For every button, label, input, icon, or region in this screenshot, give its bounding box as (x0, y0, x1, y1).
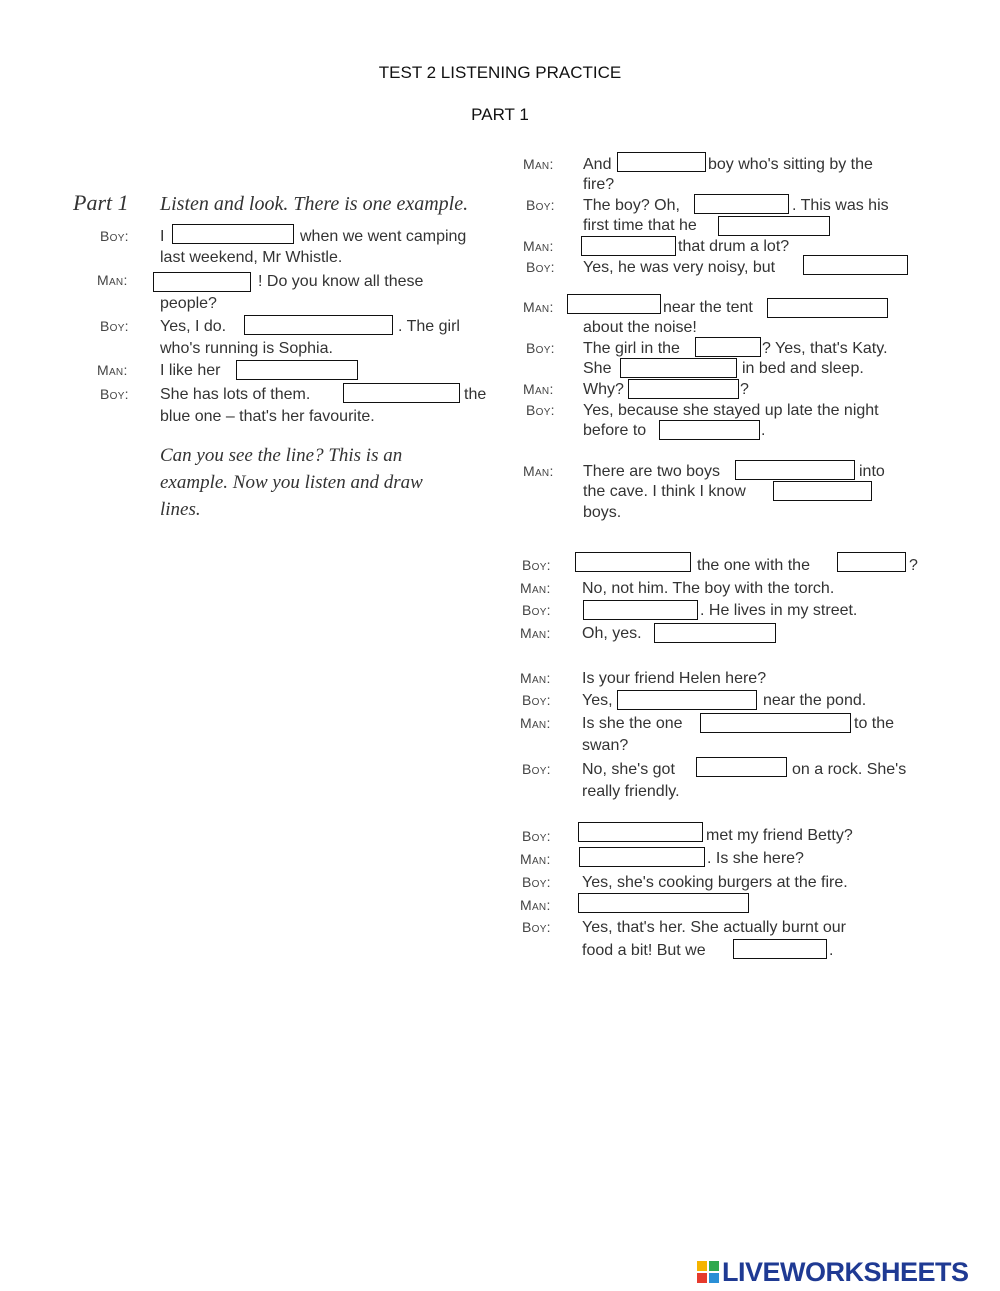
dialogue-text: Yes, she's cooking burgers at the fire. (582, 874, 848, 891)
dialogue-text: Is she the one (582, 715, 683, 732)
dialogue-text: who's running is Sophia. (160, 340, 333, 357)
dialogue-text: . The girl (398, 318, 460, 335)
speaker-label: Boy: (522, 828, 551, 844)
dialogue-text: boys. (583, 504, 622, 521)
speaker-label: Boy: (526, 340, 555, 356)
closing-instruction: example. Now you listen and draw (160, 472, 423, 493)
speaker-label: Man: (520, 897, 551, 913)
dialogue-text: I (160, 228, 165, 245)
answer-blank-1[interactable] (172, 224, 294, 244)
speaker-label: Man: (523, 299, 554, 315)
speaker-label: Boy: (522, 919, 551, 935)
answer-blank-12[interactable] (767, 298, 888, 318)
dialogue-text: ? (740, 381, 749, 398)
dialogue-text: There are two boys (583, 463, 720, 480)
speaker-label: Boy: (522, 557, 551, 573)
dialogue-text: when we went camping (300, 228, 467, 245)
dialogue-text: into (859, 463, 885, 480)
answer-blank-25[interactable] (696, 757, 787, 777)
speaker-label: Boy: (526, 402, 555, 418)
dialogue-text: ! Do you know all these (258, 273, 424, 290)
dialogue-text: The girl in the (583, 340, 680, 357)
dialogue-text: . This was his (792, 197, 889, 214)
answer-blank-7[interactable] (694, 194, 789, 214)
dialogue-text: Oh, yes. (582, 625, 642, 642)
dialogue-text: fire? (583, 176, 615, 193)
speaker-label: Man: (520, 851, 551, 867)
dialogue-text: Yes, because she stayed up late the night (583, 402, 879, 419)
dialogue-text: on a rock. She's (792, 761, 907, 778)
dialogue-text: to the (854, 715, 895, 732)
dialogue-text: first time that he (583, 217, 697, 234)
answer-blank-14[interactable] (620, 358, 737, 378)
dialogue-text: met my friend Betty? (706, 827, 853, 844)
speaker-label: Man: (520, 580, 551, 596)
answer-blank-5[interactable] (343, 383, 460, 403)
brand-name: LIVEWORKSHEETS (722, 1256, 969, 1287)
dialogue-text: before to (583, 422, 647, 439)
speaker-label: Man: (520, 715, 551, 731)
dialogue-text: The boy? Oh, (583, 197, 680, 214)
dialogue-text: ? (909, 557, 918, 574)
speaker-label: Boy: (100, 228, 129, 244)
speaker-label: Boy: (526, 197, 555, 213)
page-title: TEST 2 LISTENING PRACTICE (378, 63, 622, 82)
dialogue-text: swan? (582, 737, 629, 754)
dialogue-text: She has lots of them. (160, 386, 311, 403)
speaker-label: Boy: (522, 602, 551, 618)
closing-instruction: lines. (160, 499, 201, 520)
speaker-label: Man: (520, 625, 551, 641)
dialogue-text: And (583, 156, 612, 173)
dialogue-text: She (583, 360, 612, 377)
dialogue-text: about the noise! (583, 319, 697, 336)
dialogue-text: the (464, 386, 487, 403)
dialogue-text: Yes, he was very noisy, but (583, 259, 776, 276)
dialogue-text: Yes, that's her. She actually burnt our (582, 919, 846, 936)
liveworksheets-logo[interactable] (697, 1257, 969, 1287)
speaker-label: Man: (520, 670, 551, 686)
answer-blank-19[interactable] (575, 552, 691, 572)
speaker-label: Boy: (526, 259, 555, 275)
dialogue-text: . (829, 942, 834, 959)
dialogue-text: Yes, I do. (160, 318, 227, 335)
speaker-label: Man: (523, 381, 554, 397)
dialogue-text: blue one – that's her favourite. (160, 408, 375, 425)
answer-blank-8[interactable] (718, 216, 830, 236)
dialogue-text: No, not him. The boy with the torch. (582, 580, 835, 597)
answer-blank-3[interactable] (244, 315, 393, 335)
answer-blank-9[interactable] (581, 236, 676, 256)
dialogue-text: . Is she here? (707, 850, 804, 867)
answer-blank-2[interactable] (153, 272, 251, 292)
answer-blank-21[interactable] (583, 600, 698, 620)
speaker-label: Boy: (522, 692, 551, 708)
speaker-label: Man: (523, 463, 554, 479)
part-instruction: Listen and look. There is one example. (160, 193, 469, 215)
answer-blank-13[interactable] (695, 337, 761, 357)
dialogue-text: ? Yes, that's Katy. (762, 340, 888, 357)
speaker-label: Boy: (522, 761, 551, 777)
liveworksheets-logo-icon (697, 1261, 719, 1283)
page-subtitle: PART 1 (471, 105, 529, 124)
dialogue-text: food a bit! But we (582, 942, 706, 959)
answer-blank-29[interactable] (733, 939, 827, 959)
answer-blank-16[interactable] (659, 420, 760, 440)
speaker-label: Boy: (100, 318, 129, 334)
dialogue-text: boy who's sitting by the (708, 156, 873, 173)
answer-blank-20[interactable] (837, 552, 906, 572)
dialogue-text: that drum a lot? (678, 238, 790, 255)
speaker-label: Boy: (522, 874, 551, 890)
dialogue-text: Is your friend Helen here? (582, 670, 767, 687)
dialogue-text: . (761, 422, 766, 439)
dialogue-text: Yes, (582, 692, 613, 709)
answer-blank-6[interactable] (617, 152, 706, 172)
dialogue-text: the one with the (697, 557, 810, 574)
dialogue-text: really friendly. (582, 783, 680, 800)
closing-instruction: Can you see the line? This is an (160, 445, 403, 466)
answer-blank-26[interactable] (578, 822, 703, 842)
answer-blank-10[interactable] (803, 255, 908, 275)
dialogue-text: I like her (160, 362, 221, 379)
answer-blank-27[interactable] (579, 847, 705, 867)
dialogue-text: last weekend, Mr Whistle. (160, 249, 343, 266)
speaker-label: Man: (97, 272, 128, 288)
answer-blank-28[interactable] (578, 893, 749, 913)
answer-blank-22[interactable] (654, 623, 776, 643)
speaker-label: Man: (97, 362, 128, 378)
dialogue-text: near the pond. (763, 692, 867, 709)
answer-blank-18[interactable] (773, 481, 872, 501)
dialogue-text: in bed and sleep. (742, 360, 864, 377)
part-label: Part 1 (73, 190, 129, 215)
answer-blank-24[interactable] (700, 713, 851, 733)
speaker-label: Man: (523, 156, 554, 172)
answer-blank-15[interactable] (628, 379, 739, 399)
answer-blank-17[interactable] (735, 460, 855, 480)
dialogue-text: No, she's got (582, 761, 675, 778)
dialogue-text: the cave. I think I know (583, 483, 746, 500)
dialogue-text: people? (160, 295, 217, 312)
answer-blank-4[interactable] (236, 360, 358, 380)
answer-blank-23[interactable] (617, 690, 757, 710)
dialogue-text: near the tent (663, 299, 753, 316)
speaker-label: Boy: (100, 386, 129, 402)
speaker-label: Man: (523, 238, 554, 254)
dialogue-text: . He lives in my street. (700, 602, 858, 619)
answer-blank-11[interactable] (567, 294, 661, 314)
dialogue-text: Why? (583, 381, 624, 398)
